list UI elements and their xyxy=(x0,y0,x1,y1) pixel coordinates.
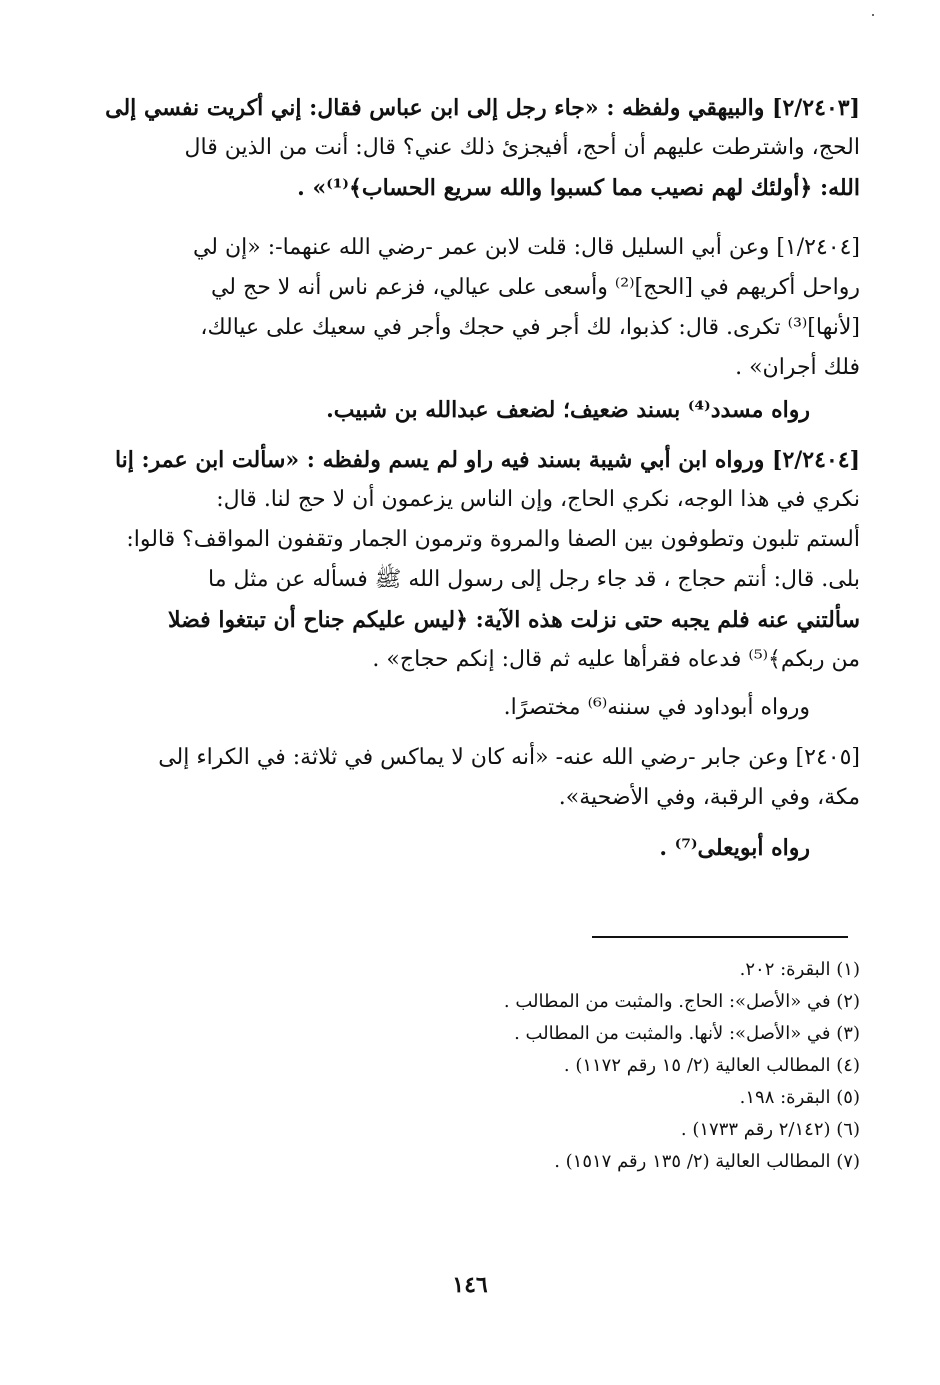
entry-line: رواحل أكريهم في [الحج]⁽²⁾ وأسعى على عيالي، فزعم ناس أنه لا حج لي xyxy=(210,275,860,300)
entry-line: سألتني عنه فلم يجبه حتى نزلت هذه الآية: ﴿ليس عليكم جناح أن تبتغوا فضلا xyxy=(167,607,860,633)
footnote: (٤) المطالب العالية (٢/ ١٥ رقم ١١٧٢) . xyxy=(563,1055,860,1076)
entry-line: ألستم تلبون وتطوفون بين الصفا والمروة وترمون الجمار وتقفون المواقف؟ قالوا: xyxy=(126,527,860,552)
footnote: (٦) (٢/١٤٢ رقم ١٧٣٣) . xyxy=(680,1119,860,1140)
entry-2405 xyxy=(80,738,860,818)
entry-line: [٢٤٠٥] وعن جابر -رضي الله عنه- «أنه كان لا يماكس في ثلاثة: في الكراء إلى xyxy=(158,745,860,770)
entry-line: من ربكم﴾⁽⁵⁾ فدعاه فقرأها عليه ثم قال: إنكم حجاج» . xyxy=(372,647,860,672)
entry-line: مكة، وفي الرقبة، وفي الأضحية». xyxy=(558,785,860,810)
abuyala-line xyxy=(80,828,860,868)
entry-line: [١/٢٤٠٤] وعن أبي السليل قال: قلت لابن عمر -رضي الله عنهما-: «إن لي xyxy=(192,235,860,260)
entry-line: الحج، واشترطت عليهم أن أحج، أفيجزئ ذلك عني؟ قال: أنت من الذين قال xyxy=(184,135,860,160)
footnote: (٢) في «الأصل»: الحاج. والمثبت من المطالب . xyxy=(503,991,860,1012)
musaddad-line xyxy=(80,390,860,430)
footnote: (١) البقرة: ٢٠٢. xyxy=(739,959,860,980)
entry-line: [٢/٢٤٠٤] ورواه ابن أبي شيبة بسند فيه راو لم يسم ولفظه : «سألت ابن عمر: إنا xyxy=(114,447,860,473)
entry-2403 xyxy=(80,88,860,208)
entry-line: الله: ﴿أولئك لهم نصيب مما كسبوا والله سريع الحساب﴾⁽¹⁾» . xyxy=(297,175,860,201)
abudawud-line xyxy=(80,688,860,728)
entry-line: [لأنها]⁽³⁾ تكرى. قال: كذبوا، لك أجر في حجك وأجر في سعيك على عيالك، xyxy=(200,315,860,340)
entry-line: ورواه أبوداود في سننه⁽⁶⁾ مختصرًا. xyxy=(503,695,810,720)
footnote: (٣) في «الأصل»: لأنها. والمثبت من المطالب . xyxy=(514,1023,860,1044)
entry-line: [٢/٢٤٠٣] والبيهقي ولفظه : «جاء رجل إلى ابن عباس فقال: إني أكريت نفسي إلى xyxy=(105,95,860,121)
page-number: ١٤٦ xyxy=(452,1272,488,1298)
entry-line: نكري في هذا الوجه، نكري الحاج، وإن الناس يزعمون أن لا حج لنا. قال: xyxy=(216,487,860,512)
entry-line: رواه أبويعلى⁽⁷⁾ . xyxy=(659,835,810,861)
entry-line: رواه مسدد⁽⁴⁾ بسند ضعيف؛ لضعف عبدالله بن شبيب. xyxy=(326,397,810,423)
footnotes xyxy=(80,956,860,1176)
entry-line: بلى. قال: أنتم حجاج ، قد جاء رجل إلى رسول الله ﷺ فسأله عن مثل ما xyxy=(208,567,860,592)
scan-speck xyxy=(872,14,874,16)
entry-2404-1 xyxy=(80,228,860,388)
footnote-divider xyxy=(592,936,848,938)
footnote: (٥) البقرة: ١٩٨. xyxy=(739,1087,860,1108)
footnote: (٧) المطالب العالية (٢/ ١٣٥ رقم ١٥١٧) . xyxy=(554,1151,860,1172)
entry-line: فلك أجران» . xyxy=(735,355,860,380)
entry-2404-2 xyxy=(80,440,860,680)
